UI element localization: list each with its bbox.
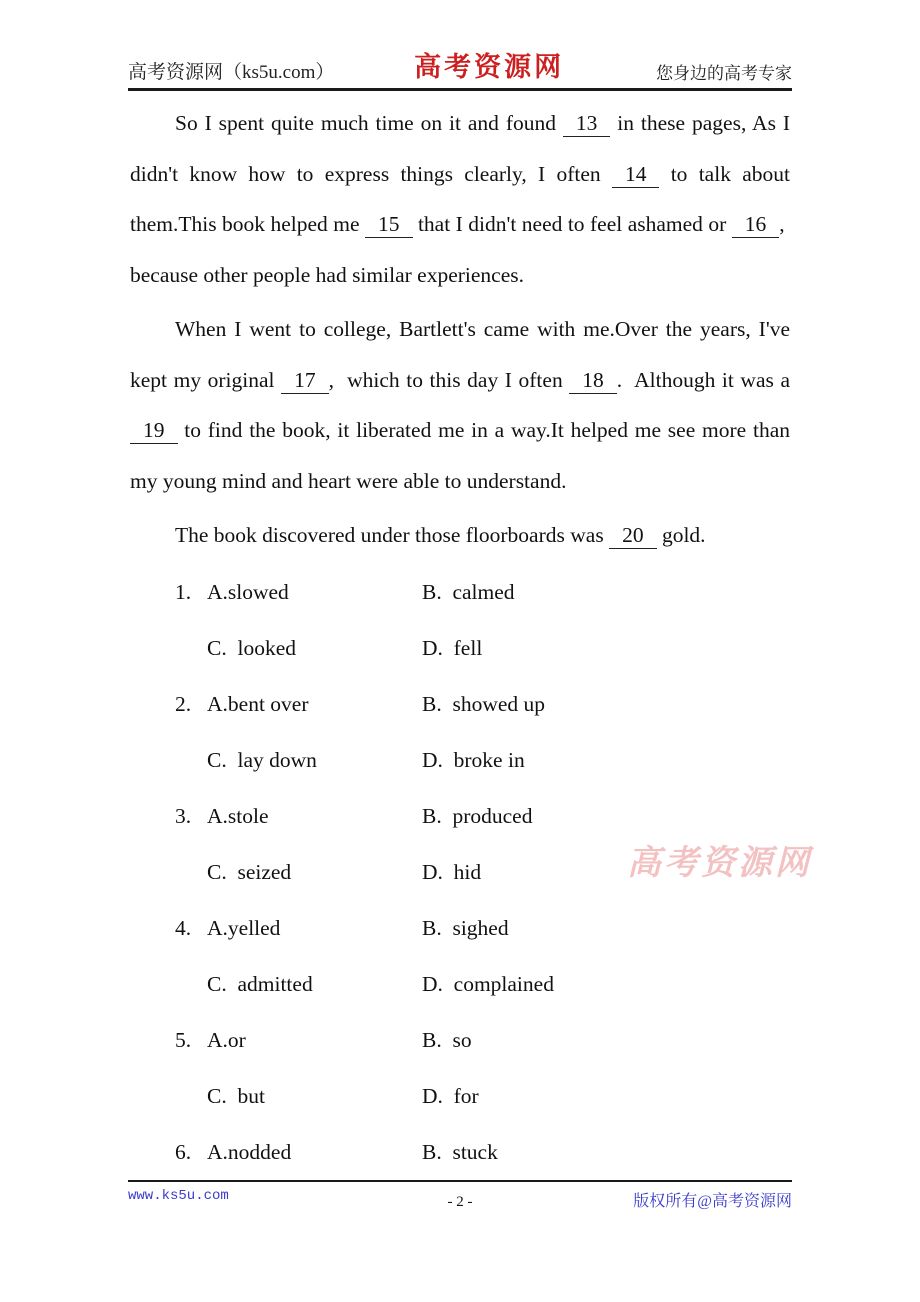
page-header xyxy=(128,50,792,84)
question-2-row-ab xyxy=(175,677,790,733)
question-3-option-c: C. seized xyxy=(207,860,292,884)
question-3-row-cd xyxy=(175,845,790,901)
site-logo: 高考资源网 xyxy=(414,52,565,82)
cloze-paragraph-3: The book discovered under those floorboards was 20 gold. xyxy=(175,523,706,547)
question-2-option-b: B. showed up xyxy=(422,692,546,716)
question-number: 5. xyxy=(175,1028,192,1052)
question-5-option-b: B. so xyxy=(422,1028,472,1052)
question-4-option-b: B. sighed xyxy=(422,916,509,940)
cloze-blank-20: 20 xyxy=(609,523,657,549)
question-number: 1. xyxy=(175,580,192,604)
question-3-option-a: A.stole xyxy=(207,804,269,828)
header-tagline: 您身边的高考专家 xyxy=(655,64,792,83)
question-4-option-a: A.yelled xyxy=(207,916,281,940)
question-5-option-a: A.or xyxy=(207,1028,246,1052)
cloze-blank-18: 18 xyxy=(569,368,617,394)
cloze-blank-17: 17 xyxy=(281,368,329,394)
question-number: 3. xyxy=(175,804,192,828)
question-number: 2. xyxy=(175,692,192,716)
question-4-row-ab xyxy=(175,901,790,957)
question-1-option-d: D. fell xyxy=(422,636,483,660)
question-5-option-c: C. but xyxy=(207,1084,265,1108)
question-number: 4. xyxy=(175,916,192,940)
question-2-option-d: D. broke in xyxy=(422,748,525,772)
cloze-blank-16: 16 xyxy=(732,212,780,238)
question-3-option-b: B. produced xyxy=(422,804,533,828)
cloze-paragraph-2: When I went to college, Bartlett's came with me.Over the years, I've kept my original 17 , which to this day I often 18 . Although it was a 19 to find the book, it liberated me in a way.It helped me see more than my young mind and heart were able to understand. xyxy=(130,317,790,493)
cloze-paragraph-1: So I spent quite much time on it and found 13 in these pages, As I didn't know how to express things clearly, I often 14 to talk about them.This book helped me 15 that I didn't need to feel ashamed or 16 , because other people had similar experiences. xyxy=(130,111,790,287)
question-number: 6. xyxy=(175,1140,192,1164)
question-2-row-cd xyxy=(175,733,790,789)
question-6-option-a: A.nodded xyxy=(207,1140,292,1164)
footer-site-link: www.ks5u.com xyxy=(128,1188,229,1204)
cloze-blank-13: 13 xyxy=(563,111,611,137)
question-5-option-d: D. for xyxy=(422,1084,479,1108)
question-1-option-b: B. calmed xyxy=(422,580,515,604)
question-5-row-ab xyxy=(175,1013,790,1069)
question-5-row-cd xyxy=(175,1069,790,1125)
question-6-row-ab xyxy=(175,1125,790,1181)
cloze-blank-14: 14 xyxy=(612,162,660,188)
cloze-blank-19: 19 xyxy=(130,418,178,444)
questions-list xyxy=(175,565,790,1181)
question-3-row-ab xyxy=(175,789,790,845)
cloze-blank-15: 15 xyxy=(365,212,413,238)
footer-divider xyxy=(128,1180,792,1182)
header-divider xyxy=(128,88,792,91)
question-2-option-c: C. lay down xyxy=(207,748,317,772)
watermark-text: 高考资源网 xyxy=(627,845,812,882)
question-6-option-b: B. stuck xyxy=(422,1140,498,1164)
footer-copyright: 版权所有@高考资源网 xyxy=(633,1193,792,1210)
document-body xyxy=(130,98,790,1181)
question-1-row-ab xyxy=(175,565,790,621)
page-number: - 2 - xyxy=(447,1194,473,1210)
header-site-name: 高考资源网（ks5u.com） xyxy=(128,62,335,83)
question-2-option-a: A.bent over xyxy=(207,692,309,716)
question-3-option-d: D. hid xyxy=(422,860,482,884)
question-4-option-c: C. admitted xyxy=(207,972,313,996)
question-1-option-a: A.slowed xyxy=(207,580,289,604)
question-4-row-cd xyxy=(175,957,790,1013)
question-4-option-d: D. complained xyxy=(422,972,554,996)
question-1-option-c: C. looked xyxy=(207,636,296,660)
page-footer xyxy=(128,1188,792,1211)
question-1-row-cd xyxy=(175,621,790,677)
passage xyxy=(130,98,790,561)
